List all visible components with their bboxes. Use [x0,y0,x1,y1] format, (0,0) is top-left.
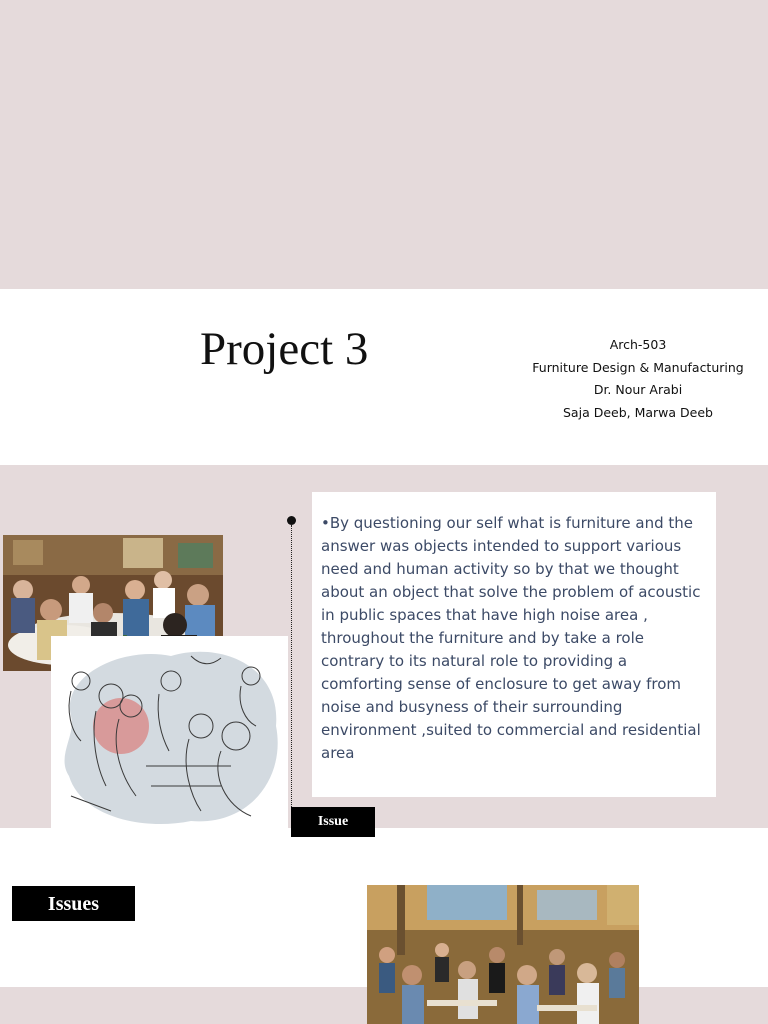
description-panel [312,492,716,797]
course-code: Arch-503 [609,337,667,352]
instructor-name: Dr. Nour Arabi [593,382,683,397]
issue-tag: Issue [291,807,375,837]
top-background-band [0,0,768,289]
timeline-dot [287,516,296,525]
timeline-dotted-line [291,525,292,807]
issues-heading: Issues [12,886,135,921]
description-paragraph: •By questioning our self what is furniture and the answer was objects intended to support various need and human activity so by that we thought about an object that solve the problem of acoustic in public spaces that have high noise area , throughout the furniture and by take a role contrary to its natural role to providing a comforting sense of enclosure to get away from noise and busyness of their surrounding environment ,suited to commercial and residential area [321,514,701,762]
page-title: Project 3 [200,323,369,375]
course-name: Furniture Design & Manufacturing [532,359,744,375]
crowded-terrace-photo [367,885,639,1024]
course-info [520,334,756,424]
dining-sketch-illustration [51,636,288,830]
author-names: Saja Deeb, Marwa Deeb [563,404,713,420]
